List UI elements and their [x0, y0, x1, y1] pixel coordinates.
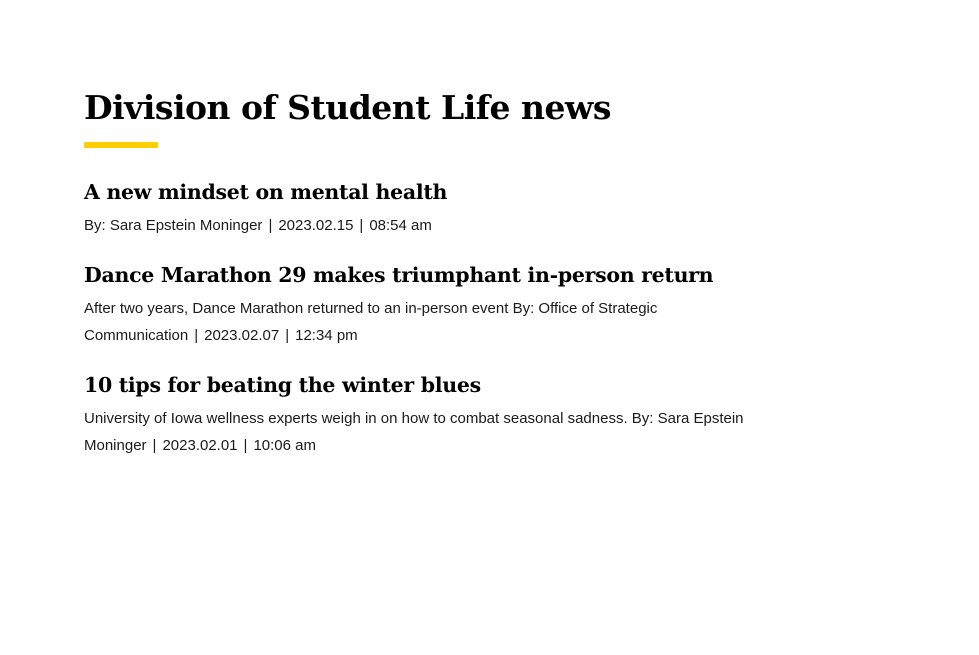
news-item-byline: By: Sara Epstein Moninger: [84, 410, 744, 454]
news-item-title-link[interactable]: 10 tips for beating the winter blues: [84, 373, 481, 397]
news-list: [84, 178, 804, 459]
meta-separator: |: [243, 437, 248, 454]
meta-separator: |: [194, 327, 199, 344]
news-item-time: 08:54 am: [369, 217, 432, 234]
news-item-summary: After two years, Dance Marathon returned to an in-person event: [84, 300, 509, 317]
news-item-byline: By: Office of Strategic Communication: [84, 300, 658, 344]
news-item-title-link[interactable]: Dance Marathon 29 makes triumphant in-person return: [84, 263, 714, 287]
meta-separator: |: [268, 217, 273, 234]
news-item-time: 12:34 pm: [295, 327, 358, 344]
meta-separator: |: [285, 327, 290, 344]
news-item-time: 10:06 am: [253, 437, 316, 454]
title-underline: [84, 142, 158, 148]
news-item-title-link[interactable]: A new mindset on mental health: [84, 180, 448, 204]
news-item-meta: [84, 295, 804, 349]
news-item: [84, 371, 804, 459]
news-item-meta: [84, 212, 804, 239]
news-item-date: 2023.02.01: [162, 437, 238, 454]
news-item-date: 2023.02.15: [278, 217, 354, 234]
news-item: [84, 178, 804, 239]
news-item: [84, 261, 804, 349]
news-item-byline: By: Sara Epstein Moninger: [84, 217, 263, 234]
news-section: [84, 86, 804, 481]
news-item-summary: University of Iowa wellness experts weigh in on how to combat seasonal sadness.: [84, 410, 628, 427]
meta-separator: |: [152, 437, 157, 454]
news-item-meta: [84, 405, 804, 459]
meta-separator: |: [359, 217, 364, 234]
news-item-date: 2023.02.07: [204, 327, 280, 344]
section-title: Division of Student Life news: [84, 88, 611, 127]
